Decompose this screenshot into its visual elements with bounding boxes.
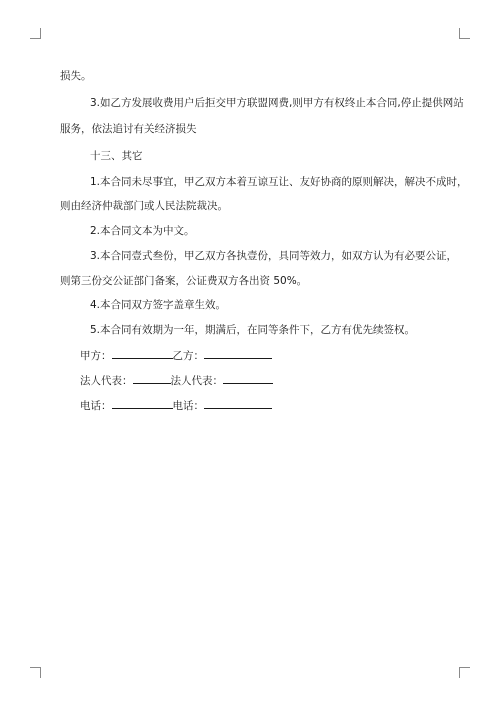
crop-mark-top-left bbox=[30, 28, 41, 39]
text-line-10: 4.本合同双方签字盖章生效。 bbox=[90, 299, 227, 311]
legal-rep-a-blank bbox=[133, 373, 171, 384]
text-line-5: 1.本合同未尽事宜，甲乙双方本着互谅互让、友好协商的原则解决，解决不成时， bbox=[90, 176, 468, 188]
text-line-11: 5.本合同有效期为一年，期满后，在同等条件下，乙方有优先续签权。 bbox=[90, 324, 416, 336]
phone-b-blank bbox=[204, 398, 272, 409]
text-line-3: 服务，依法追讨有关经济损失 bbox=[60, 123, 197, 135]
legal-rep-a-label: 法人代表： bbox=[80, 375, 133, 387]
crop-mark-bottom-left bbox=[30, 667, 41, 678]
party-a-blank bbox=[112, 348, 173, 359]
party-b-blank bbox=[204, 348, 272, 359]
party-a-label: 甲方： bbox=[80, 350, 112, 362]
signature-row-legal-rep bbox=[80, 373, 273, 388]
signature-row-phone bbox=[80, 398, 272, 413]
text-line-7: 2.本合同文本为中文。 bbox=[90, 225, 195, 237]
phone-b-label: 电话： bbox=[172, 400, 204, 412]
phone-a-blank bbox=[112, 398, 173, 409]
party-b-label: 乙方： bbox=[172, 350, 204, 362]
legal-rep-b-label: 法人代表： bbox=[170, 375, 223, 387]
text-line-2: 3.如乙方发展收费用户后拒交甲方联盟网费,则甲方有权终止本合同,停止提供网站 bbox=[90, 97, 464, 109]
text-line-8: 3.本合同壹式叁份，甲乙双方各执壹份，具同等效力，如双方认为有必要公证， bbox=[90, 250, 458, 262]
text-line-1: 损失。 bbox=[60, 70, 92, 82]
text-line-6: 则由经济仲裁部门或人民法院裁决。 bbox=[60, 200, 228, 212]
phone-a-label: 电话： bbox=[80, 400, 112, 412]
section-heading: 十三、其它 bbox=[90, 150, 143, 162]
crop-mark-bottom-right bbox=[459, 667, 470, 678]
crop-mark-top-right bbox=[459, 28, 470, 39]
signature-row-parties bbox=[80, 348, 272, 363]
legal-rep-b-blank bbox=[223, 373, 273, 384]
text-line-9: 则第三份交公证部门备案，公证费双方各出资 50%。 bbox=[60, 275, 308, 287]
